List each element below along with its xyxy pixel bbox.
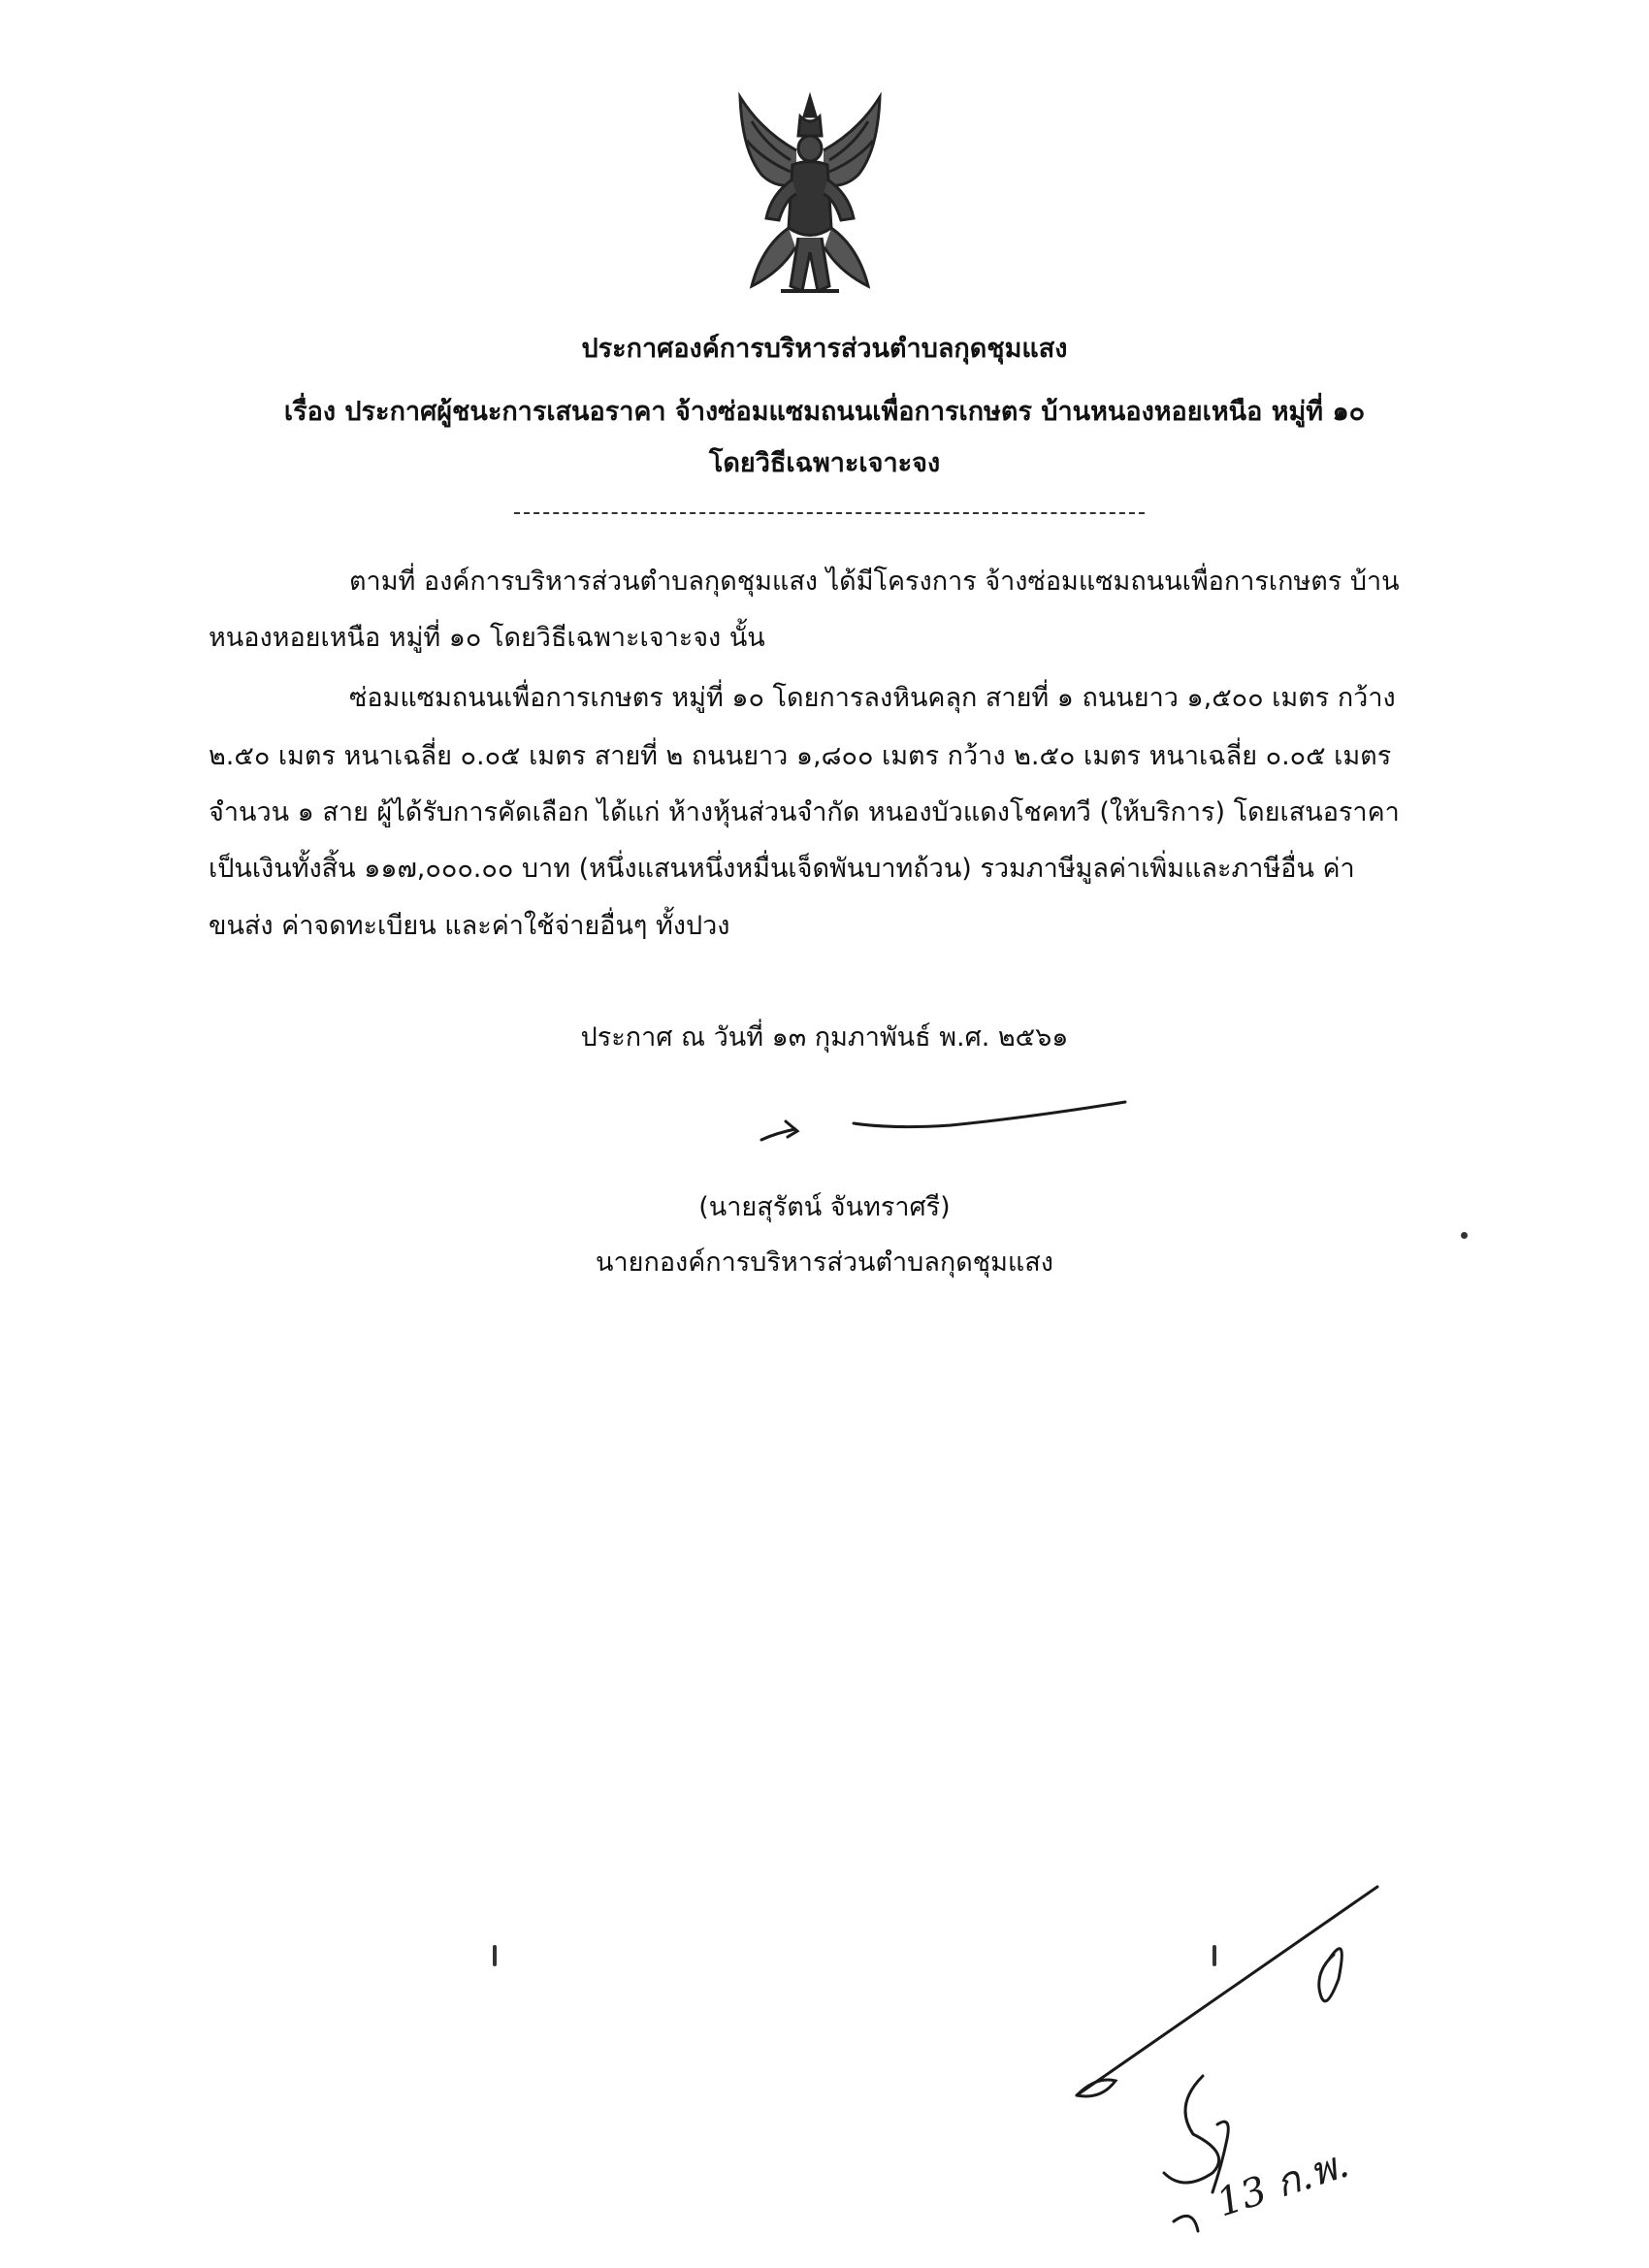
procurement-method: โดยวิธีเฉพาะเจาะจง: [708, 448, 941, 478]
body-paragraph-2-line-5: ขนส่ง ค่าจดทะเบียน และค่าใช้จ่ายอื่นๆ ทั้งปวง: [209, 911, 730, 941]
handwritten-date-note: 13 ก.พ.: [1211, 2141, 1354, 2226]
signatory-position: นายกองค์การบริหารส่วนตำบลกุดชุมแสง: [596, 1247, 1053, 1278]
scan-speck: [1461, 1232, 1468, 1239]
body-paragraph-2-line-1: ซ่อมแซมถนนเพื่อการเกษตร หมู่ที่ ๑๐ โดยการลงหินคลุก สายที่ ๑ ถนนยาว ๑,๕๐๐ เมตร กว้าง: [349, 683, 1396, 713]
body-paragraph-2-line-2: ๒.๕๐ เมตร หนาเฉลี่ย ๐.๐๕ เมตร สายที่ ๒ ถนนยาว ๑,๘๐๐ เมตร กว้าง ๒.๕๐ เมตร หนาเฉลี่ย ๐.๐๕ เมตร: [209, 741, 1392, 771]
signature-mark: [757, 1086, 1145, 1154]
body-paragraph-2-line-3: จำนวน ๑ สาย ผู้ได้รับการคัดเลือก ได้แก่ ห้างหุ้นส่วนจำกัด หนองบัวแดงโชคทวี (ให้บริการ) โดยเสนอราคา: [209, 797, 1400, 827]
header-divider: [514, 512, 1145, 514]
handwritten-initials: [1057, 1882, 1406, 2251]
signatory-name: (นายสุรัตน์ จันทราศรี): [698, 1192, 951, 1222]
announcement-title: ประกาศองค์การบริหารส่วนตำบลกุดชุมแสง: [581, 334, 1068, 364]
announcement-date: ประกาศ ณ วันที่ ๑๓ กุมภาพันธ์ พ.ศ. ๒๕๖๑: [580, 1022, 1069, 1053]
body-paragraph-2-line-4: เป็นเงินทั้งสิ้น ๑๑๗,๐๐๐.๐๐ บาท (หนึ่งแสนหนึ่งหมื่นเจ็ดพันบาทถ้วน) รวมภาษีมูลค่าเพิ่มและภาษีอื่น ค่า: [209, 854, 1355, 884]
announcement-subject: เรื่อง ประกาศผู้ชนะการเสนอราคา จ้างซ่อมแซมถนนเพื่อการเกษตร บ้านหนองหอยเหนือ หมู่ที่ ๑๐: [283, 397, 1366, 427]
garuda-emblem-icon: [732, 92, 888, 301]
body-paragraph-1-line-2: หนองหอยเหนือ หมู่ที่ ๑๐ โดยวิธีเฉพาะเจาะจง นั้น: [209, 623, 765, 653]
body-paragraph-1-line-1: ตามที่ องค์การบริหารส่วนตำบลกุดชุมแสง ได้มีโครงการ จ้างซ่อมแซมถนนเพื่อการเกษตร บ้าน: [349, 567, 1400, 597]
punch-mark-left: [493, 1945, 497, 1966]
